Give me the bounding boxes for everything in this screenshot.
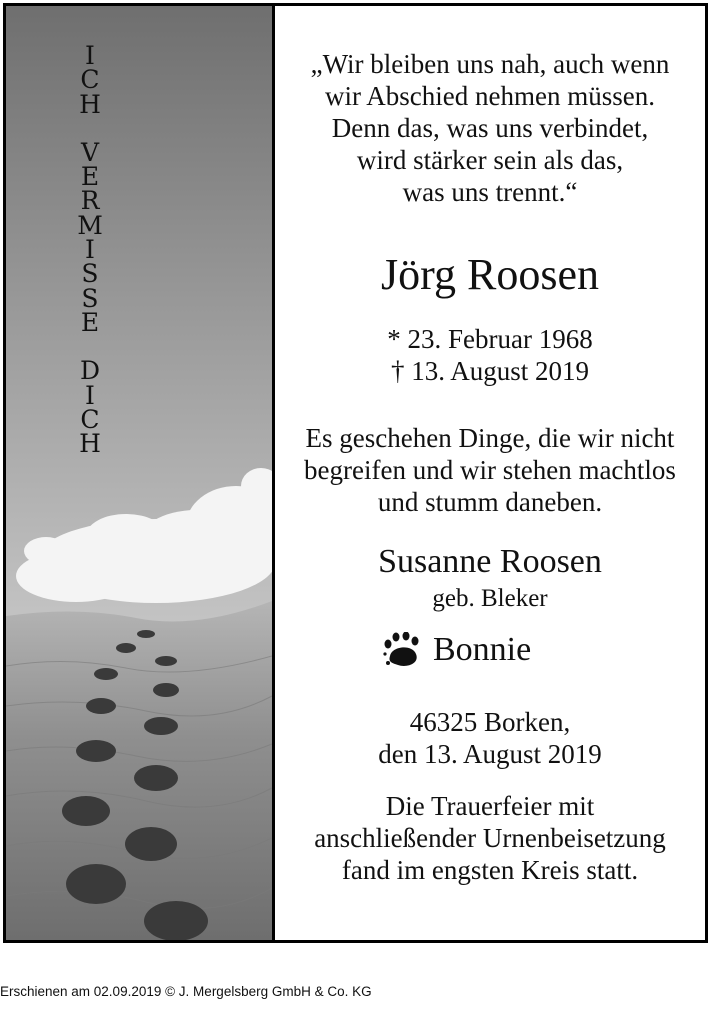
quote-line: „Wir bleiben uns nah, auch wenn	[310, 49, 670, 79]
place-line: 46325 Borken,	[409, 707, 571, 737]
vertical-letter: E	[80, 307, 100, 337]
place-and-date	[275, 706, 705, 770]
vertical-letter: H	[79, 429, 101, 459]
pet-name: Bonnie	[433, 631, 532, 668]
funeral-line: anschließender Urnenbeisetzung	[314, 823, 666, 853]
vertical-letter: I	[85, 41, 95, 70]
life-dates	[275, 323, 705, 387]
obituary-notice	[3, 3, 708, 943]
funeral-line: Die Trauerfeier mit	[385, 791, 595, 821]
vertical-phrase	[68, 41, 112, 459]
desert-footprints-photo	[6, 6, 272, 940]
notice-text-column	[275, 6, 705, 940]
publication-footer: Erschienen am 02.09.2019 © J. Mergelsberg GmbH & Co. KG	[0, 984, 372, 999]
photo-scene	[6, 6, 272, 940]
vertical-letter: M	[77, 210, 103, 240]
mourner-name: Susanne Roosen	[378, 543, 602, 580]
quote-line: wir Abschied nehmen müssen.	[325, 81, 655, 111]
quote-line: wird stärker sein als das,	[356, 145, 624, 175]
birth-date: * 23. Februar 1968	[387, 324, 593, 354]
maiden-name: geb. Bleker	[432, 585, 548, 612]
verse-line: begreifen und wir stehen machtlos	[304, 455, 676, 485]
vertical-letter: D	[79, 356, 101, 386]
vertical-letter: I	[85, 235, 95, 265]
verse-line: Es geschehen Dinge, die wir nicht	[305, 423, 675, 453]
quote-line: Denn das, was uns verbindet,	[331, 113, 649, 143]
vertical-letter: H	[79, 89, 101, 119]
verse-line: und stumm daneben.	[377, 487, 603, 517]
vertical-letter: I	[85, 380, 95, 410]
vertical-letter: E	[80, 162, 100, 192]
date-line: den 13. August 2019	[378, 739, 602, 769]
opening-quote	[275, 48, 705, 208]
paw-print-icon	[382, 632, 426, 670]
vertical-letter: S	[81, 283, 99, 313]
vertical-letter: S	[81, 259, 99, 289]
deceased-name: Jörg Roosen	[381, 250, 599, 299]
memorial-verse	[275, 422, 705, 518]
quote-line: was uns trennt.“	[402, 177, 578, 207]
vertical-letter: C	[80, 404, 100, 434]
funeral-line: fand im engsten Kreis statt.	[341, 855, 639, 885]
funeral-info	[275, 790, 705, 886]
vertical-letter: C	[80, 65, 100, 95]
pet-line	[275, 630, 705, 670]
vertical-letter: V	[80, 137, 100, 167]
death-date: † 13. August 2019	[390, 356, 590, 386]
vertical-letter: R	[80, 186, 100, 216]
